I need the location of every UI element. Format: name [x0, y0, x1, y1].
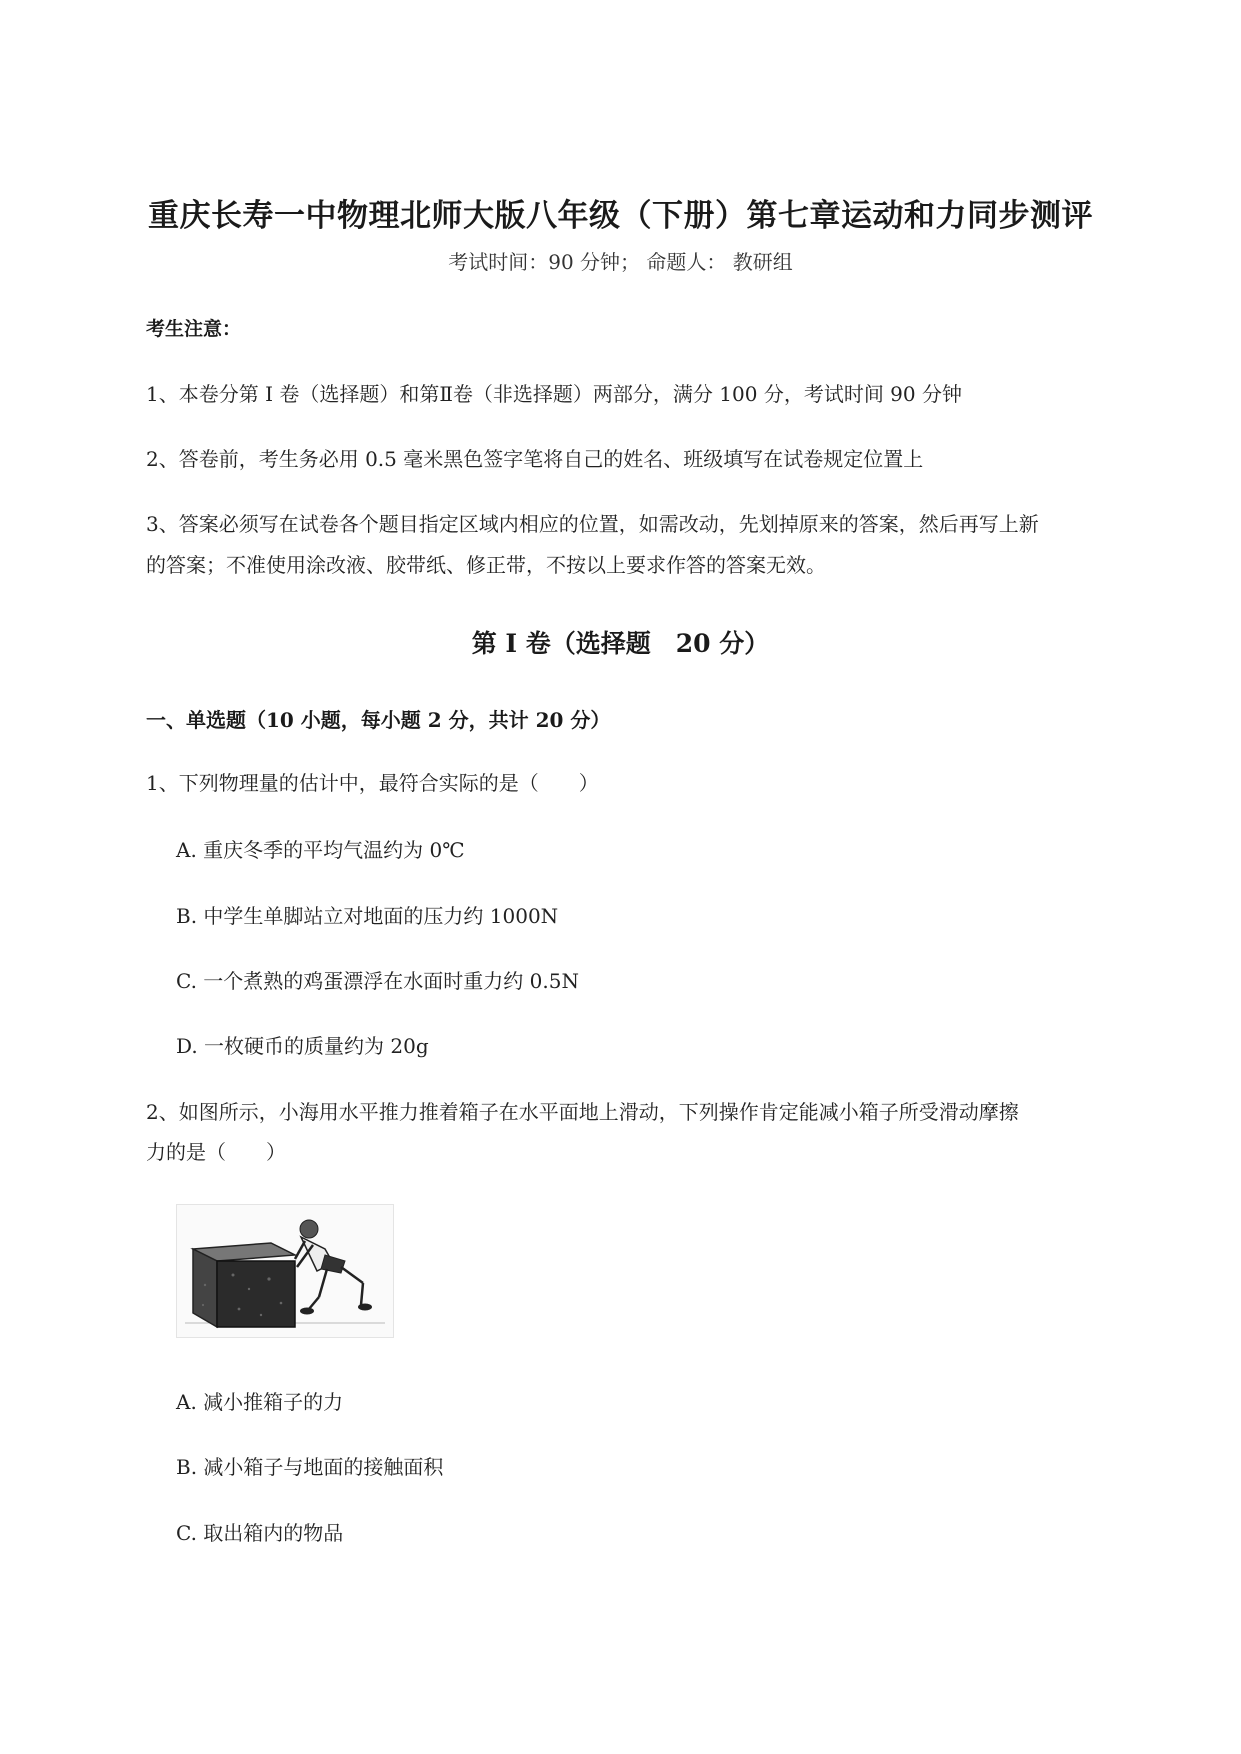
question-1-stem: 1、下列物理量的估计中，最符合实际的是（ ）	[146, 771, 599, 795]
question-1-option-c: C. 一个煮熟的鸡蛋漂浮在水面时重力约 0.5N	[176, 969, 579, 993]
boy-pushing-box-illustration	[176, 1204, 394, 1338]
notice-item-3-continued: 的答案；不准使用涂改液、胶带纸、修正带，不按以上要求作答的答案无效。	[146, 553, 826, 577]
exam-subtitle: 考试时间：90 分钟； 命题人： 教研组	[448, 250, 793, 274]
notice-item-3: 3、答案必须写在试卷各个题目指定区域内相应的位置，如需改动，先划掉原来的答案，然后再写上新	[146, 512, 1039, 536]
question-1-option-b: B. 中学生单脚站立对地面的压力约 1000N	[176, 904, 559, 928]
question-2-option-a: A. 减小推箱子的力	[176, 1390, 344, 1414]
question-2-stem-continued: 力的是（ ）	[146, 1140, 286, 1164]
question-1-option-d: D. 一枚硬币的质量约为 20g	[176, 1034, 429, 1058]
notice-heading: 考生注意：	[146, 318, 242, 340]
question-2-option-b: B. 减小箱子与地面的接触面积	[176, 1455, 444, 1479]
figure-drawing	[177, 1205, 393, 1337]
exam-title: 重庆长寿一中物理北师大版八年级（下册）第七章运动和力同步测评	[148, 198, 1093, 234]
question-1-option-a: A. 重庆冬季的平均气温约为 0℃	[176, 838, 465, 862]
question-group-title: 一、单选题（10 小题，每小题 2 分，共计 20 分）	[146, 708, 611, 732]
section-title: 第 I 卷（选择题 20 分）	[471, 629, 770, 658]
question-2-stem: 2、如图所示，小海用水平推力推着箱子在水平面地上滑动，下列操作肯定能减小箱子所受滑动摩擦	[146, 1100, 1019, 1124]
notice-item-1: 1、本卷分第 I 卷（选择题）和第Ⅱ卷（非选择题）两部分，满分 100 分，考试时间 90 分钟	[146, 382, 962, 406]
question-2-option-c: C. 取出箱内的物品	[176, 1521, 344, 1545]
notice-item-2: 2、答卷前，考生务必用 0.5 毫米黑色签字笔将自己的姓名、班级填写在试卷规定位置上	[146, 447, 924, 471]
